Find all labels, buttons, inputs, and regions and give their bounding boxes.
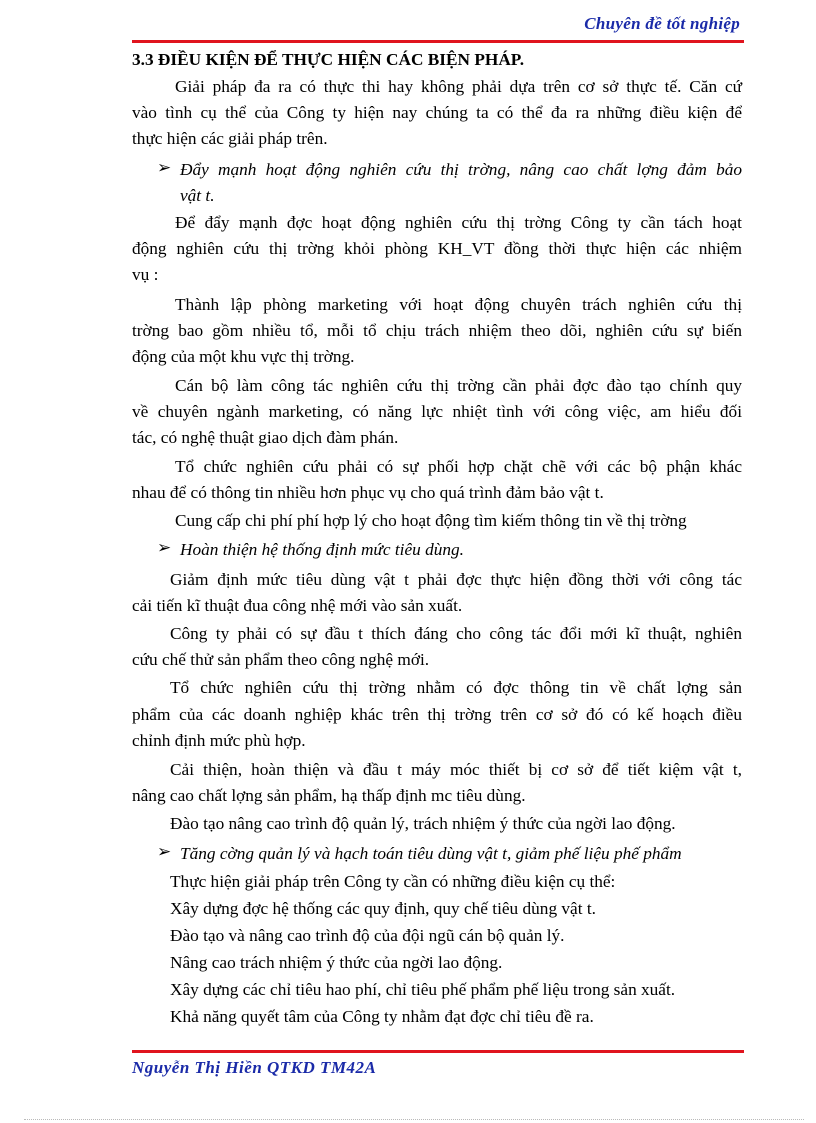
body-line: Cung cấp chi phí phí hợp lý cho hoạt động tìm kiếm thông tin về thị trờng	[175, 511, 687, 530]
body-line: Đào tạo nâng cao trình độ quản lý, trách nhiệm ý thức của ngời lao động.	[170, 814, 676, 833]
page-bottom-dotted-border	[24, 1119, 804, 1120]
body-line: nâng cao chất lợng sản phẩm, hạ thấp định mc tiêu dùng.	[132, 786, 526, 805]
arrow-bullet-icon: ➢	[157, 158, 172, 177]
body-line: Đào tạo và nâng cao trình độ của đội ngũ cán bộ quản lý.	[170, 926, 565, 945]
body-line: Khả năng quyết tâm của Công ty nhằm đạt đợc chỉ tiêu đề ra.	[170, 1007, 594, 1026]
body-line: Tổ chức nghiên cứu thị trờng nhằm có đợc thông tin về chất lợng sản	[170, 678, 742, 697]
body-line: phẩm của các doanh nghiệp khác trên thị trờng trên cơ sở đó có kế hoạch điều	[132, 705, 742, 724]
bullet-heading: Tăng cờng quản lý và hạch toán tiêu dùng vật t, giảm phế liệu phế phẩm	[180, 844, 682, 863]
intro-line: thực hiện các giải pháp trên.	[132, 129, 328, 148]
body-line: nhau để có thông tin nhiều hơn phục vụ cho quá trình đảm bảo vật t.	[132, 483, 604, 502]
body-line: động nghiên cứu thị trờng khỏi phòng KH_VT đồng thời thực hiện các nhiệm	[132, 239, 742, 258]
body-line: Tổ chức nghiên cứu phải có sự phối hợp chặt chẽ với các bộ phận khác	[175, 457, 742, 476]
body-line: Xây dựng đợc hệ thống các quy định, quy chế tiêu dùng vật t.	[170, 899, 596, 918]
body-line: Thành lập phòng marketing với hoạt động chuyên trách nghiên cứu thị	[175, 295, 742, 314]
body-line: trờng bao gồm nhiều tổ, mỗi tổ chịu trách nhiệm theo dõi, nghiên cứu sự biến	[132, 321, 742, 340]
body-line: Giảm định mức tiêu dùng vật t phải đợc thực hiện đồng thời với công tác	[170, 570, 742, 589]
arrow-bullet-icon: ➢	[157, 538, 172, 557]
body-line: Xây dựng các chỉ tiêu hao phí, chỉ tiêu phế phẩm phế liệu trong sản xuất.	[170, 980, 676, 999]
footer-author: Nguyễn Thị Hiền QTKD TM42A	[132, 1058, 377, 1077]
body-line: chỉnh định mức phù hợp.	[132, 731, 306, 750]
bullet-heading: Hoàn thiện hệ thống định mức tiêu dùng.	[180, 540, 464, 559]
body-line: cải tiến kĩ thuật đua công nhệ mới vào sản xuất.	[132, 596, 463, 615]
footer-rule	[132, 1050, 744, 1053]
body-line: cứu chế thử sản phẩm theo công nghệ mới.	[132, 650, 430, 669]
header-title: Chuyên đề tốt nghiệp	[584, 14, 740, 33]
intro-line: vào tình cụ thể của Công ty hiện nay chúng ta có thể đa ra những điều kiện để	[132, 103, 742, 122]
body-line: Cải thiện, hoàn thiện và đầu t máy móc thiết bị cơ sở để tiết kiệm vật t,	[170, 760, 742, 779]
bullet-heading: vật t.	[180, 186, 215, 205]
intro-line: Giải pháp đa ra có thực thi hay không phải dựa trên cơ sở thực tế. Căn cứ	[175, 77, 742, 96]
body-line: động của một khu vực thị trờng.	[132, 347, 355, 366]
arrow-bullet-icon: ➢	[157, 842, 172, 861]
body-line: Thực hiện giải pháp trên Công ty cần có những điều kiện cụ thể:	[170, 872, 616, 891]
body-line: về chuyên ngành marketing, có năng lực nhiệt tình với công việc, am hiểu đối	[132, 402, 742, 421]
section-heading: 3.3 ĐIỀU KIỆN ĐỂ THỰC HIỆN CÁC BIỆN PHÁP.	[132, 50, 525, 69]
body-line: tác, có nghệ thuật giao dịch đàm phán.	[132, 428, 399, 447]
body-line: Để đẩy mạnh đợc hoạt động nghiên cứu thị trờng Công ty cần tách hoạt	[175, 213, 742, 232]
body-line: Nâng cao trách nhiệm ý thức của ngời lao động.	[170, 953, 503, 972]
header-rule	[132, 40, 744, 43]
body-line: Công ty phải có sự đầu t thích đáng cho công tác đổi mới kĩ thuật, nghiên	[170, 624, 742, 643]
body-line: Cán bộ làm công tác nghiên cứu thị trờng cần phải đợc đào tạo chính quy	[175, 376, 742, 395]
bullet-heading: Đẩy mạnh hoạt động nghiên cứu thị trờng, nâng cao chất lợng đảm bảo	[180, 160, 742, 179]
body-line: vụ :	[132, 265, 159, 284]
